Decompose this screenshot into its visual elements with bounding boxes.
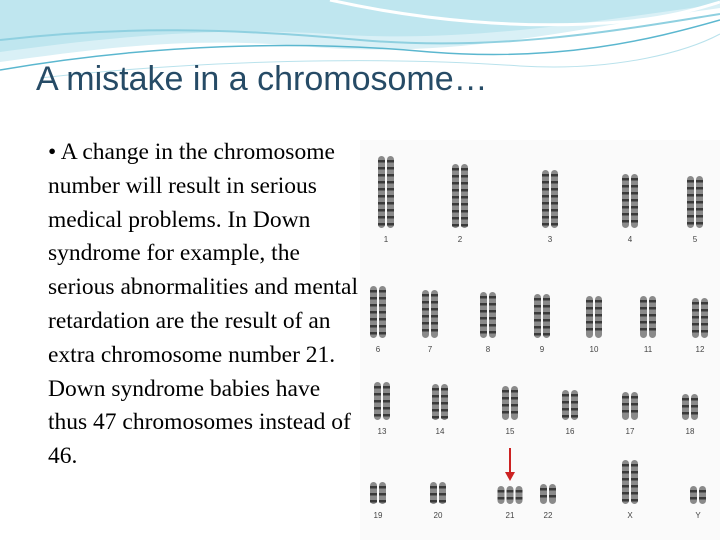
chromosome-pair-4 [622,174,638,228]
chromosome-pair-22 [540,484,556,504]
chromosome-pair-6 [370,286,386,338]
chromosome-label: 10 [589,345,599,354]
chromosome-pair-19 [370,482,386,504]
chromosome-label: Y [695,511,701,520]
chromosome-label: 11 [643,345,653,354]
chromosome-pair-16 [562,390,578,420]
chromosome-label: 8 [485,345,491,354]
chromosome-pair-5 [687,176,703,228]
chromosome-pair-20 [430,482,446,504]
chromosome-pair-X [622,460,638,504]
chromosome-label: 21 [505,511,515,520]
chromosome-label: 5 [692,235,698,244]
chromosome-label: 19 [373,511,383,520]
chromosome-pair-18 [682,394,698,420]
chromosome-pair-15 [502,386,518,420]
chromosome-pair-Y [690,486,706,504]
chromosome-label: 16 [565,427,575,436]
arrow-icon [505,448,515,481]
chromosome-label: 2 [457,235,463,244]
chromosome-pair-1 [378,156,394,228]
chromosome-pair-14 [432,384,448,420]
chromosome-label: 20 [433,511,443,520]
chromosome-pair-12 [692,298,708,338]
chromosome-label: 4 [627,235,633,244]
chromosome-pair-13 [374,382,390,420]
chromosome-label: 3 [547,235,553,244]
chromosome-label: 15 [505,427,515,436]
chromosome-pair-9 [534,294,550,338]
chromosome-label: 22 [543,511,553,520]
chromosome-label: 9 [539,345,545,354]
karyotype-image [360,140,720,540]
chromosome-pair-2 [452,164,468,228]
slide-title: A mistake in a chromosome… [36,60,488,98]
chromosome-label: 7 [427,345,433,354]
chromosome-label: 14 [435,427,445,436]
chromosome-pair-3 [542,170,558,228]
chromosome-pair-8 [480,292,496,338]
chromosome-pair-11 [640,296,656,338]
chromosome-pair-10 [586,296,602,338]
chromosome-label: 6 [375,345,381,354]
chromosome-label: 13 [377,427,387,436]
chromosome-label: 18 [685,427,695,436]
chromosome-label: 17 [625,427,635,436]
chromosome-pair-21 [498,486,523,504]
chromosome-label: 12 [695,345,705,354]
chromosome-label: X [627,511,633,520]
chromosome-pair-17 [622,392,638,420]
chromosome-pair-7 [422,290,438,338]
bullet-text: • A change in the chromosome number will result in serious medical problems. In Down syndrome for example, the serious abnormalities and mental retardation are the result of an extra chromosome number 21. Down syndrome babies have thus 47 chromosomes instead of 46. [48,139,358,470]
chromosome-label: 1 [383,235,389,244]
